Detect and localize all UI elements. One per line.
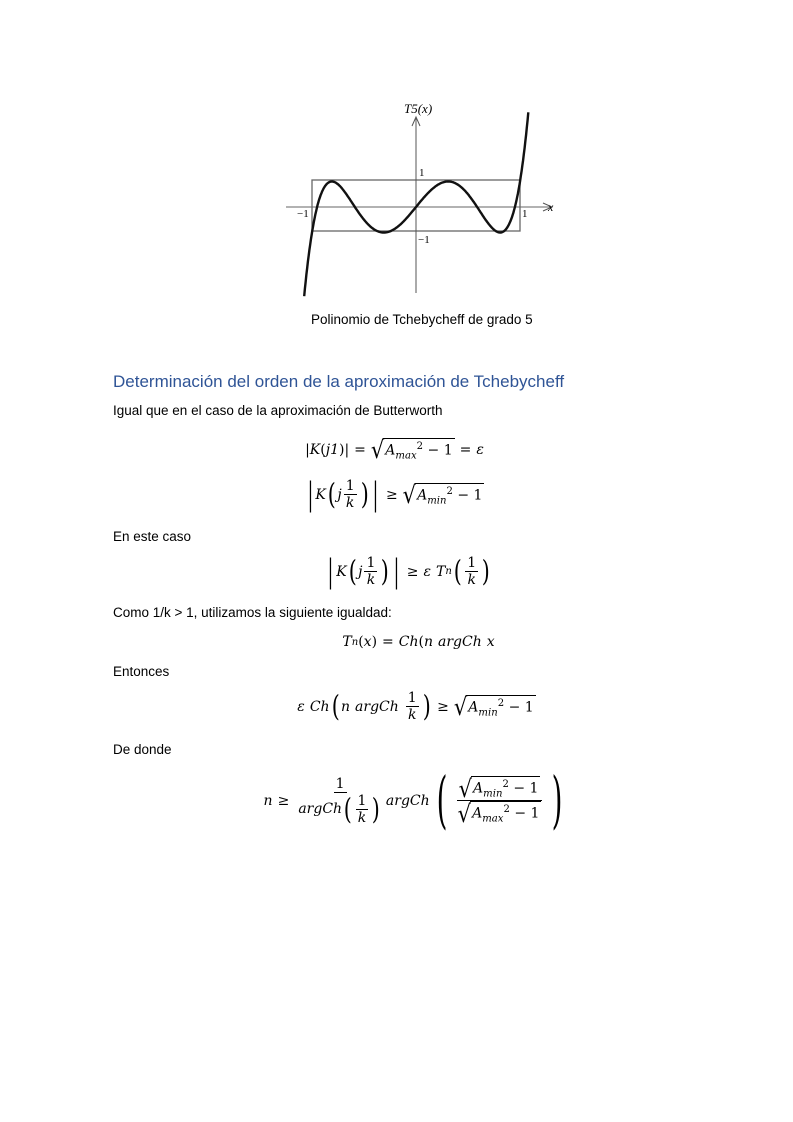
equation-5: ε Ch ( n argCh $\frac{1}{k}$ ) ≥ √ $A_{min}^2 - 1$ [297,688,534,724]
tick-x-neg1: −1 [297,208,309,220]
x-axis-label: x [548,200,554,214]
figure-caption: Polinomio de Tchebycheff de grado 5 [311,312,533,327]
tick-y-pos1: 1 [419,167,425,179]
chebyshev-plot [280,95,560,300]
paragraph-1: Igual que en el caso de la aproximación de Butterworth [113,403,443,418]
equation-2: | K ( j $\frac{1}{k}$ ) | ≥ √ $A_{min}^2 - 1$ [307,475,483,514]
tick-x-pos1: 1 [522,208,528,220]
equation-4: T n ( x ) = Ch ( n argCh x [342,634,495,650]
y-axis-label: T5(x) [404,101,433,116]
paragraph-3: Como 1/k > 1, utilizamos la siguiente igualdad: [113,605,392,620]
equation-3: | K ( j $\frac{1}{k}$ ) | ≥ ε T n ( $\frac{1}{k}$ ) [328,552,490,591]
paragraph-2: En este caso [113,529,192,544]
equation-1: | K ( j1 ) | = √ $A_{max}^2 - 1$ = ε [305,436,484,465]
paragraph-5: De donde [113,742,172,757]
section-heading: Determinación del orden de la aproximación de Tchebycheff [113,372,565,391]
tick-y-neg1: −1 [418,234,430,246]
equation-6: n ≥ 1 argCh ( $\frac{1}{k}$ ) argCh ( √ $A_{min}^2 - 1$ √ $A_{max}^2 - 1$ ) [263,764,563,836]
paragraph-4: Entonces [113,664,170,679]
